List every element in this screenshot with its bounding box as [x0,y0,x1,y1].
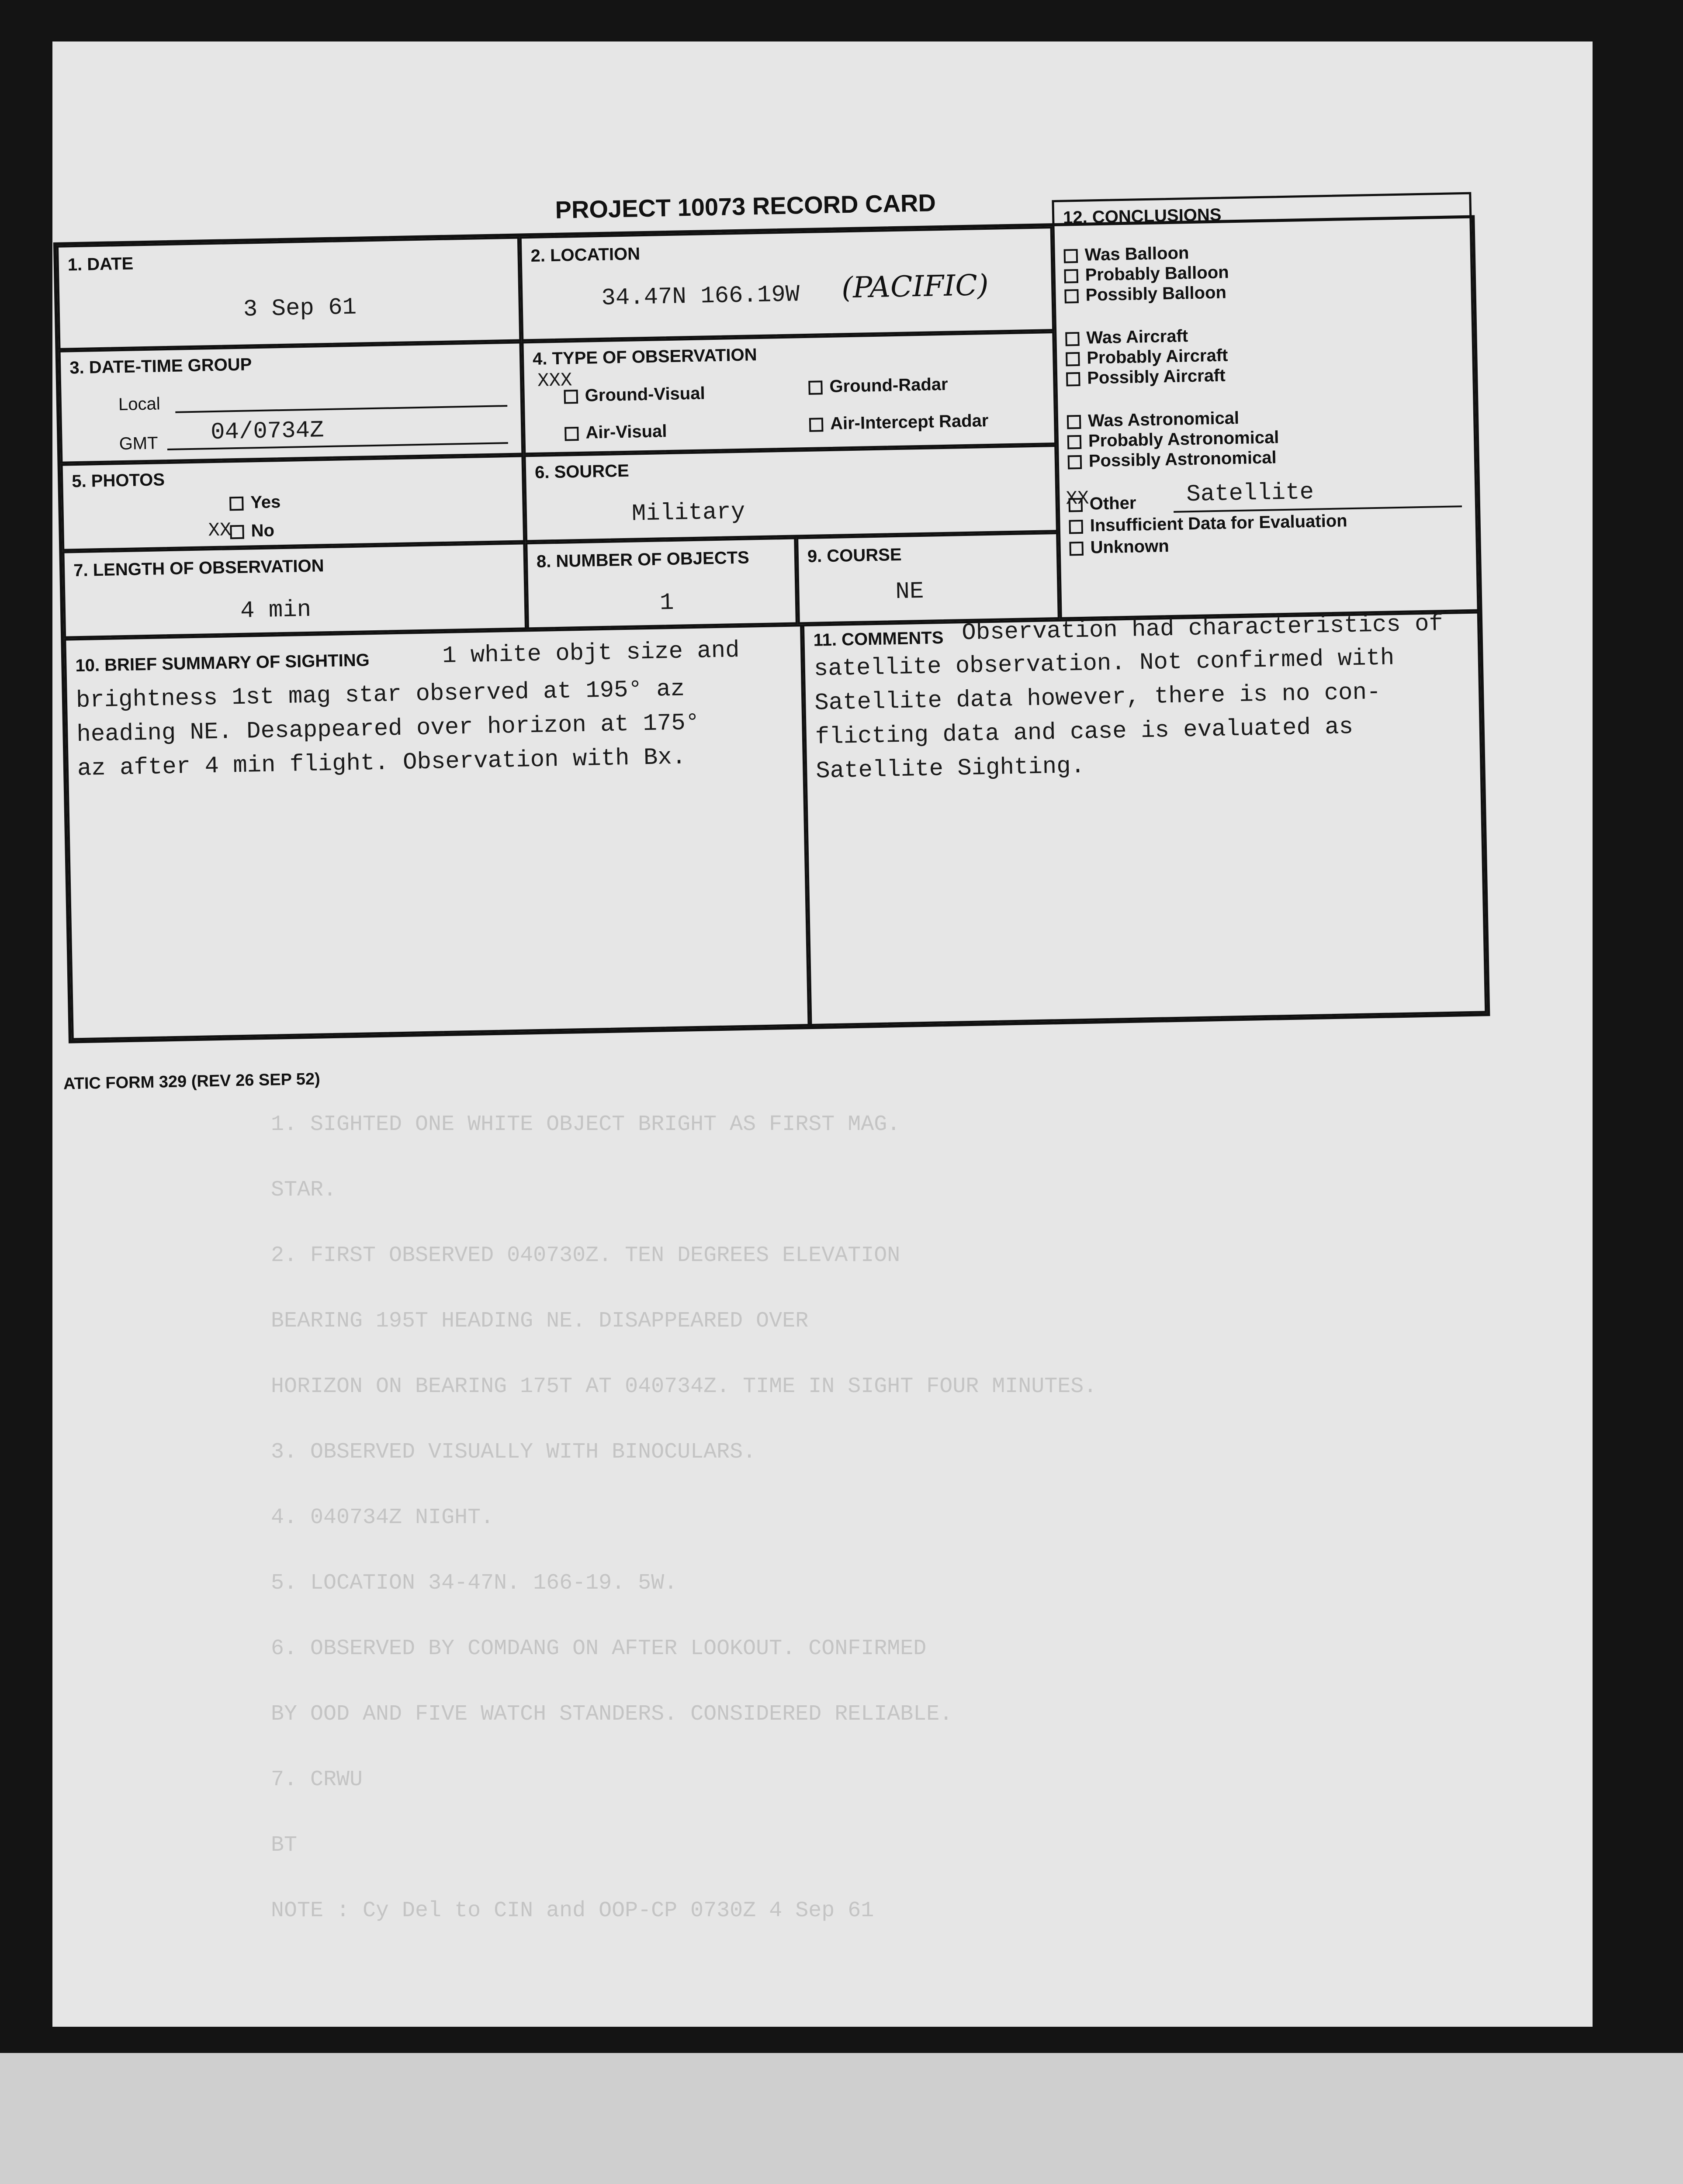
comments-label: 11. COMMENTS [813,628,944,650]
local-label: Local [118,394,161,415]
conclusion-probably-balloon [1064,263,1229,285]
conclusion-was-astronomical [1067,408,1240,432]
conclusion-label: Probably Aircraft [1086,346,1228,368]
bleed-line: BEARING 195T HEADING NE. DISAPPEARED OVER [271,1309,809,1334]
checkbox-icon [1069,498,1083,512]
number-of-objects-cell [525,537,798,629]
conclusion-label: Was Aircraft [1086,326,1188,348]
date-time-group-cell [59,341,524,463]
checkbox-icon [1064,289,1079,304]
type-of-observation-label: 4. TYPE OF OBSERVATION [532,345,757,369]
checkbox-icon [1069,542,1084,556]
conclusions-cell [1052,192,1479,619]
date-time-group-label: 3. DATE-TIME GROUP [69,355,252,378]
conclusion-label: Was Astronomical [1087,408,1240,431]
course-value: NE [895,578,924,606]
conclusions-label: 12. CONCLUSIONS [1063,205,1222,228]
option-air-intercept-radar [809,411,989,434]
conclusion-label: Insufficient Data for Evaluation [1090,511,1347,536]
checkbox-icon [229,497,244,511]
form-number: ATIC FORM 329 (REV 26 SEP 52) [63,1070,321,1093]
checkbox-icon [1064,269,1078,283]
brief-summary-text: brightness 1st mag star observed at 195° az heading NE. Desappeared over horizon at 175° az after 4 min flight. Observation with Bx. [76,676,700,783]
conclusion-other-mark: XX [1066,487,1089,510]
brief-summary-cell [64,624,810,1040]
underlying-page [0,2053,1683,2184]
source-label: 6. SOURCE [534,461,630,482]
bleed-line: 3. OBSERVED VISUALLY WITH BINOCULARS. [271,1440,756,1465]
option-label: Ground-Visual [585,384,705,405]
conclusion-other [1068,494,1136,515]
checkbox-icon [808,381,823,395]
conclusion-probably-aircraft [1066,346,1228,368]
length-of-observation-label: 7. LENGTH OF OBSERVATION [73,556,324,581]
length-of-observation-value: 4 min [240,596,312,625]
checkbox-icon [1066,352,1080,366]
comments-cell [802,611,1487,1026]
conclusion-label: Possibly Balloon [1085,283,1227,305]
photos-yes-label: Yes [250,492,281,512]
conclusion-possibly-balloon [1064,283,1226,305]
option-label: Ground-Radar [829,374,948,396]
date-cell [56,236,521,350]
gmt-value: 04/0734Z [210,417,325,446]
option-air-visual [564,422,667,443]
bleed-through-text [271,1092,1538,1944]
bleed-line: HORIZON ON BEARING 175T AT 040734Z. TIME IN SIGHT FOUR MINUTES. [271,1374,1097,1399]
number-of-objects-value: 1 [659,589,674,617]
bleed-line: 2. FIRST OBSERVED 040730Z. TEN DEGREES ELEVATION [271,1243,900,1268]
conclusion-label: Probably Balloon [1085,263,1229,285]
course-label: 9. COURSE [807,545,902,566]
number-of-objects-label: 8. NUMBER OF OBJECTS [536,548,750,571]
option-ground-visual [564,384,705,406]
checkbox-icon [809,418,824,432]
date-value: 3 Sep 61 [243,294,357,323]
photos-label: 5. PHOTOS [71,470,165,491]
conclusion-label: Possibly Aircraft [1087,366,1226,388]
bleed-line: BT [271,1833,298,1858]
type-of-observation-cell [521,331,1056,455]
length-of-observation-cell [62,542,527,638]
source-value: Military [631,498,745,528]
conclusion-possibly-astronomical [1067,448,1277,471]
checkbox-icon [1069,520,1083,534]
checkbox-icon [230,525,244,539]
conclusion-insufficient-data [1069,511,1347,536]
option-label: Air-Visual [585,422,667,442]
bleed-line: BY OOD AND FIVE WATCH STANDERS. CONSIDERED RELIABLE. [271,1702,953,1727]
checkbox-icon [1065,332,1080,346]
brief-summary-first-line: 1 white objt size and [442,637,740,670]
conclusion-was-balloon [1063,243,1189,265]
checkbox-icon [1067,435,1082,449]
option-ground-radar [808,375,948,397]
ground-visual-mark: XXX [537,370,572,392]
comments-first-line: Observation had characteristics of [961,611,1444,647]
comments-text: satellite observation. Not confirmed with Satellite data however, there is no con- flicting data and case is evaluated as Satellite Sighting. [814,645,1395,785]
course-cell [796,532,1060,624]
conclusion-possibly-aircraft [1066,366,1226,389]
conclusion-probably-astronomical [1067,428,1279,451]
bleed-line: 4. 040734Z NIGHT. [271,1505,494,1530]
photos-no-label: No [251,521,275,541]
date-label: 1. DATE [67,254,134,275]
bleed-line: 7. CRWU [271,1767,363,1792]
location-handwritten: (PACIFIC) [841,268,989,305]
photos-yes [229,492,281,513]
location-value: 34.47N 166.19W [601,281,800,312]
photos-no-mark: XX [208,519,232,542]
card-title: PROJECT 10073 RECORD CARD [554,189,936,224]
conclusion-label: Was Balloon [1084,243,1189,265]
bleed-line: 5. LOCATION 34-47N. 166-19. 5W. [271,1571,678,1596]
bleed-line: STAR. [271,1178,337,1203]
location-label: 2. LOCATION [530,244,641,266]
conclusion-label: Probably Astronomical [1088,428,1279,451]
option-label: Air-Intercept Radar [830,411,989,433]
conclusion-unknown [1069,536,1169,558]
source-cell [523,445,1058,542]
local-line [175,405,507,413]
record-card [52,173,1529,1118]
checkbox-icon [1066,372,1080,387]
checkbox-icon [1064,249,1078,263]
conclusion-label: Possibly Astronomical [1088,448,1277,471]
checkbox-icon [1067,415,1081,429]
checkbox-icon [564,390,578,404]
conclusion-label: Unknown [1090,536,1170,557]
photos-no [230,521,274,541]
bleed-line: 6. OBSERVED BY COMDANG ON AFTER LOOKOUT. CONFIRMED [271,1636,927,1661]
checkbox-icon [564,427,579,441]
gmt-label: GMT [119,433,158,454]
bleed-line: 1. SIGHTED ONE WHITE OBJECT BRIGHT AS FIRST MAG. [271,1112,900,1137]
photos-cell [61,455,526,551]
checkbox-icon [1068,455,1082,470]
bleed-line: NOTE : Cy Del to CIN and OOP-CP 0730Z 4 Sep 61 [271,1898,874,1923]
conclusion-other-value: Satellite [1186,479,1314,508]
brief-summary-label: 10. BRIEF SUMMARY OF SIGHTING [75,650,370,676]
location-cell [519,226,1054,341]
conclusion-other-label: Other [1089,493,1136,514]
conclusion-was-aircraft [1065,326,1188,348]
